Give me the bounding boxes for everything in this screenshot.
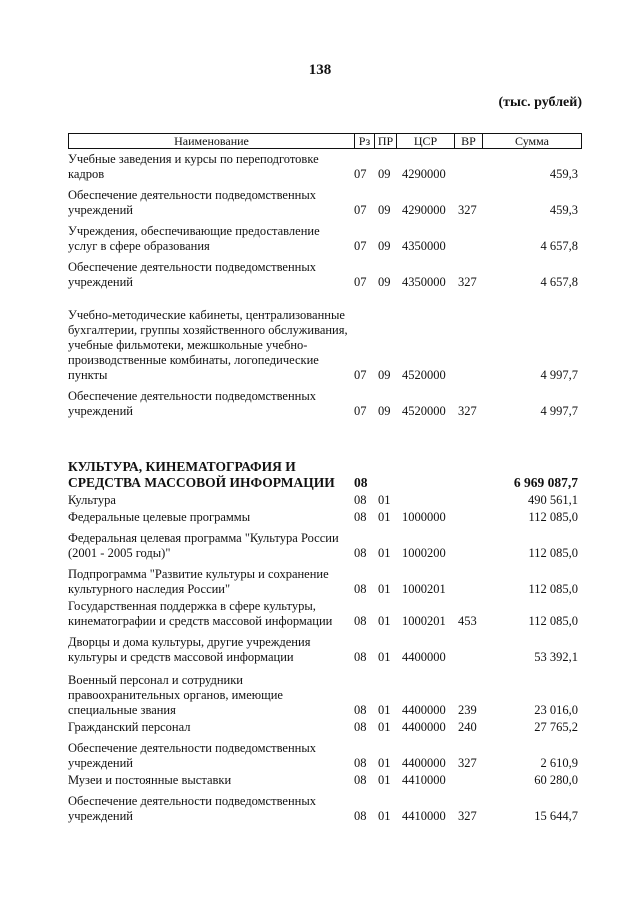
row-pr: 01 [378,809,391,823]
row-sum: 4 657,8 [540,275,578,289]
row-rz: 07 [354,404,367,418]
table-body [68,152,582,824]
header-csr: ЦСР [397,134,455,148]
row-sum: 53 392,1 [534,650,578,664]
row-sum: 112 085,0 [528,614,578,628]
row-pr: 09 [378,239,391,253]
row-csr: 4350000 [402,239,446,253]
header-pr: ПР [375,134,397,148]
table-row [68,673,582,718]
row-rz: 08 [354,703,367,717]
table-row [68,741,582,771]
page-number: 138 [308,62,332,78]
row-csr: 4410000 [402,773,446,787]
row-sum: 112 085,0 [528,546,578,560]
row-csr: 1000201 [402,614,446,628]
row-sum: 4 997,7 [540,368,578,382]
row-rz: 07 [354,275,367,289]
header-vr: ВР [455,134,483,148]
row-sum: 4 997,7 [540,404,578,418]
row-rz: 08 [354,650,367,664]
row-name: Гражданский персонал [68,720,191,734]
row-pr: 09 [378,167,391,181]
row-name: Подпрограмма "Развитие культуры и сохранение культурного наследия России" [68,567,329,596]
row-name: Федеральные целевые программы [68,510,251,524]
row-rz: 08 [354,582,367,596]
row-vr: 327 [458,404,477,418]
row-csr: 4350000 [402,275,446,289]
row-pr: 01 [378,650,391,664]
row-pr: 01 [378,510,391,524]
row-csr: 1000200 [402,546,446,560]
row-pr: 01 [378,582,391,596]
row-vr: 239 [458,703,477,717]
table-row [68,599,582,629]
row-sum: 23 016,0 [534,703,578,717]
header-sum: Сумма [515,134,549,148]
row-sum: 60 280,0 [534,773,578,787]
row-csr: 4520000 [402,404,446,418]
row-sum: 2 610,9 [540,756,578,770]
row-name: Дворцы и дома культуры, другие учреждения культуры и средств массовой информации [68,635,311,664]
table-row [68,224,582,254]
row-rz: 08 [354,773,367,787]
row-sum: 4 657,8 [540,239,578,253]
row-name: Культура [68,493,116,507]
row-rz: 07 [354,203,367,217]
table-row [68,510,582,525]
row-name: Обеспечение деятельности подведомственных учреждений [68,260,316,289]
row-name: Учебные заведения и курсы по переподготовке кадров [68,152,319,181]
row-rz: 07 [354,368,367,382]
row-pr: 09 [378,203,391,217]
units-label: (тыс. рублей) [498,95,582,110]
row-sum: 112 085,0 [528,582,578,596]
table-row [68,389,582,419]
row-pr: 09 [378,368,391,382]
row-name: Учреждения, обеспечивающие предоставление услуг в сфере образования [68,224,320,253]
row-name: Военный персонал и сотрудники правоохранительных органов, имеющие специальные звания [68,673,283,717]
row-rz: 08 [354,546,367,560]
row-name: Обеспечение деятельности подведомственных учреждений [68,741,316,770]
row-rz: 08 [354,510,367,524]
row-vr: 327 [458,809,477,823]
row-rz: 08 [354,720,367,734]
row-name: Государственная поддержка в сфере культуры, кинематографии и средств массовой информации [68,599,333,628]
row-vr: 327 [458,275,477,289]
row-csr: 4520000 [402,368,446,382]
row-rz: 07 [354,167,367,181]
header-rz: Рз [355,134,375,148]
row-csr: 4400000 [402,650,446,664]
row-sum: 459,3 [549,167,578,181]
table-row [68,635,582,665]
section-row [68,459,582,491]
row-sum: 112 085,0 [528,510,578,524]
row-sum: 15 644,7 [534,809,578,823]
row-name: Музеи и постоянные выставки [68,773,232,787]
row-csr: 1000000 [402,510,446,524]
row-name: Обеспечение деятельности подведомственных учреждений [68,389,316,418]
row-rz: 08 [354,475,368,490]
row-csr: 4290000 [402,167,446,181]
row-vr: 240 [458,720,477,734]
row-rz: 08 [354,809,367,823]
row-name: Учебно-методические кабинеты, централизованные бухгалтерии, группы хозяйственного обслуживания, учебные фильмотеки, межшкольные учебно-производственные комбинаты, логопедические пункты [68,308,348,382]
section-title: КУЛЬТУРА, КИНЕМАТОГРАФИЯ И СРЕДСТВА МАССОВОЙ ИНФОРМАЦИИ [68,459,335,490]
row-pr: 01 [378,773,391,787]
row-rz: 07 [354,239,367,253]
row-csr: 4400000 [402,720,446,734]
row-vr: 327 [458,203,477,217]
row-pr: 01 [378,720,391,734]
row-rz: 08 [354,756,367,770]
row-pr: 01 [378,614,391,628]
row-pr: 09 [378,275,391,289]
row-vr: 327 [458,756,477,770]
table-row [68,720,582,735]
table-row [68,493,582,508]
row-sum: 459,3 [549,203,578,217]
table-row [68,567,582,597]
table-row [68,152,582,182]
row-sum: 490 561,1 [528,493,578,507]
row-name: Федеральная целевая программа "Культура России (2001 - 2005 годы)" [68,531,339,560]
row-csr: 4400000 [402,756,446,770]
row-rz: 08 [354,614,367,628]
row-vr: 453 [458,614,477,628]
row-name: Обеспечение деятельности подведомственных учреждений [68,794,316,823]
row-pr: 01 [378,756,391,770]
table-row [68,773,582,788]
row-pr: 01 [378,703,391,717]
table-row [68,188,582,218]
row-sum: 27 765,2 [534,720,578,734]
header-name: Наименование [69,134,355,148]
table-row [68,260,582,290]
table-row [68,308,582,383]
row-csr: 4290000 [402,203,446,217]
row-pr: 01 [378,546,391,560]
row-csr: 1000201 [402,582,446,596]
row-csr: 4410000 [402,809,446,823]
row-csr: 4400000 [402,703,446,717]
row-rz: 08 [354,493,367,507]
row-pr: 09 [378,404,391,418]
row-sum: 6 969 087,7 [513,475,578,490]
table-header [68,133,582,149]
table-row [68,531,582,561]
table-row [68,794,582,824]
row-pr: 01 [378,493,391,507]
row-name: Обеспечение деятельности подведомственных учреждений [68,188,316,217]
